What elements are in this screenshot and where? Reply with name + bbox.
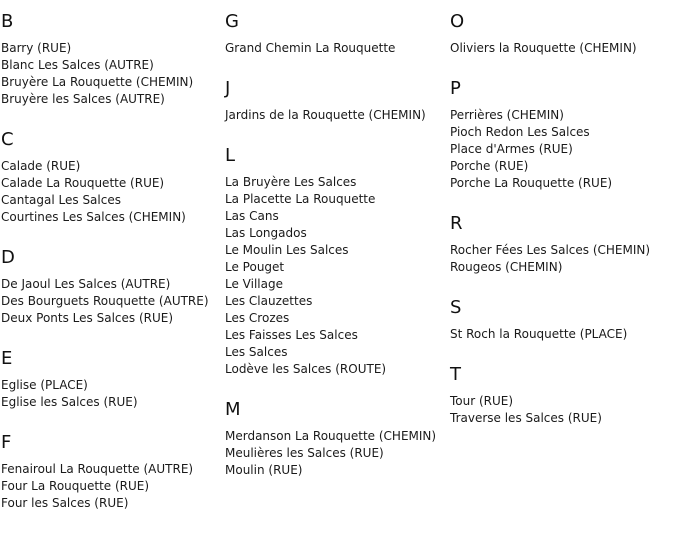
street-link[interactable]: Perrières (CHEMIN) (450, 108, 564, 122)
street-list (450, 242, 672, 276)
street-link[interactable]: Rocher Fées Les Salces (CHEMIN) (450, 243, 651, 257)
street-link[interactable]: Eglise les Salces (RUE) (1, 395, 138, 409)
street-link[interactable]: Jardins de la Rouquette (CHEMIN) (225, 108, 426, 122)
street-link[interactable]: Bruyère La Rouquette (CHEMIN) (1, 75, 194, 89)
street-list (1, 158, 223, 226)
street-link[interactable]: Le Village (225, 277, 283, 291)
street-link[interactable]: Calade La Rouquette (RUE) (1, 176, 165, 190)
section-spacer (450, 276, 672, 286)
street-list (450, 107, 672, 192)
letter-section-g (225, 0, 447, 67)
street-link[interactable]: Merdanson La Rouquette (CHEMIN) (225, 429, 437, 443)
street-link[interactable]: Les Crozes (225, 311, 290, 325)
letter-section-l (225, 134, 447, 388)
street-link[interactable]: Traverse les Salces (RUE) (450, 411, 602, 425)
section-letter-heading: L (225, 145, 236, 166)
section-letter-heading: O (450, 11, 465, 32)
section-spacer (1, 226, 223, 236)
section-spacer (225, 124, 447, 134)
column-1 (1, 0, 223, 522)
street-link[interactable]: Tour (RUE) (450, 394, 514, 408)
letter-section-t (450, 353, 672, 437)
street-link[interactable]: Blanc Les Salces (AUTRE) (1, 58, 154, 72)
street-link[interactable]: Fenairoul La Rouquette (AUTRE) (1, 462, 194, 476)
letter-section-s (450, 286, 672, 353)
letter-section-f (1, 421, 223, 522)
section-letter-heading: B (1, 11, 14, 32)
street-link[interactable]: Moulin (RUE) (225, 463, 303, 477)
letter-section-j (225, 67, 447, 134)
street-list (1, 461, 223, 512)
street-link[interactable]: Le Moulin Les Salces (225, 243, 349, 257)
section-spacer (225, 378, 447, 388)
section-letter-heading: P (450, 78, 461, 99)
street-link[interactable]: Cantagal Les Salces (1, 193, 121, 207)
column-2 (225, 0, 447, 489)
section-letter-heading: S (450, 297, 462, 318)
street-link[interactable]: Les Salces (225, 345, 288, 359)
street-link[interactable]: Porche La Rouquette (RUE) (450, 176, 613, 190)
street-list (1, 40, 223, 108)
street-link[interactable]: Les Clauzettes (225, 294, 313, 308)
street-link[interactable]: Des Bourguets Rouquette (AUTRE) (1, 294, 209, 308)
section-spacer (450, 343, 672, 353)
street-link[interactable]: Place d'Armes (RUE) (450, 142, 573, 156)
letter-section-o (450, 0, 672, 67)
section-letter-heading: E (1, 348, 13, 369)
section-letter-heading: C (1, 129, 14, 150)
section-spacer (450, 192, 672, 202)
section-letter-heading: J (225, 78, 231, 99)
street-link[interactable]: Calade (RUE) (1, 159, 81, 173)
street-link[interactable]: Rougeos (CHEMIN) (450, 260, 563, 274)
street-link[interactable]: La Bruyère Les Salces (225, 175, 357, 189)
street-list (225, 40, 447, 57)
street-link[interactable]: Four La Rouquette (RUE) (1, 479, 150, 493)
street-link[interactable]: Deux Ponts Les Salces (RUE) (1, 311, 174, 325)
street-link[interactable]: Grand Chemin La Rouquette (225, 41, 396, 55)
street-link[interactable]: Pioch Redon Les Salces (450, 125, 590, 139)
street-link[interactable]: Oliviers la Rouquette (CHEMIN) (450, 41, 637, 55)
section-letter-heading: F (1, 432, 12, 453)
letter-section-e (1, 337, 223, 421)
letter-section-d (1, 236, 223, 337)
section-letter-heading: T (450, 364, 461, 385)
letter-section-r (450, 202, 672, 286)
street-link[interactable]: St Roch la Rouquette (PLACE) (450, 327, 628, 341)
street-link[interactable]: Les Faisses Les Salces (225, 328, 358, 342)
section-spacer (1, 512, 223, 522)
street-list (450, 393, 672, 427)
section-letter-heading: R (450, 213, 463, 234)
letter-section-p (450, 67, 672, 202)
letter-section-c (1, 118, 223, 236)
section-letter-heading: G (225, 11, 239, 32)
letter-section-m (225, 388, 447, 489)
street-list (225, 107, 447, 124)
street-list (1, 276, 223, 327)
street-link[interactable]: La Placette La Rouquette (225, 192, 376, 206)
section-letter-heading: D (1, 247, 15, 268)
street-link[interactable]: Courtines Les Salces (CHEMIN) (1, 210, 186, 224)
street-link[interactable]: Las Cans (225, 209, 279, 223)
section-letter-heading: M (225, 399, 241, 420)
section-spacer (450, 427, 672, 437)
street-list (1, 377, 223, 411)
street-link[interactable]: Lodève les Salces (ROUTE) (225, 362, 387, 376)
street-list (225, 428, 447, 479)
section-spacer (1, 327, 223, 337)
section-spacer (1, 108, 223, 118)
street-link[interactable]: Porche (RUE) (450, 159, 529, 173)
street-link[interactable]: Four les Salces (RUE) (1, 496, 129, 510)
street-link[interactable]: Meulières les Salces (RUE) (225, 446, 384, 460)
street-list (225, 174, 447, 378)
street-link[interactable]: Eglise (PLACE) (1, 378, 88, 392)
section-spacer (225, 479, 447, 489)
section-spacer (225, 57, 447, 67)
section-spacer (1, 411, 223, 421)
street-link[interactable]: Las Longados (225, 226, 307, 240)
letter-section-b (1, 0, 223, 118)
street-link[interactable]: Barry (RUE) (1, 41, 72, 55)
street-link[interactable]: Le Pouget (225, 260, 285, 274)
street-list (450, 40, 672, 57)
street-link[interactable]: De Jaoul Les Salces (AUTRE) (1, 277, 171, 291)
street-list (450, 326, 672, 343)
street-link[interactable]: Bruyère les Salces (AUTRE) (1, 92, 165, 106)
column-3 (450, 0, 672, 437)
section-spacer (450, 57, 672, 67)
